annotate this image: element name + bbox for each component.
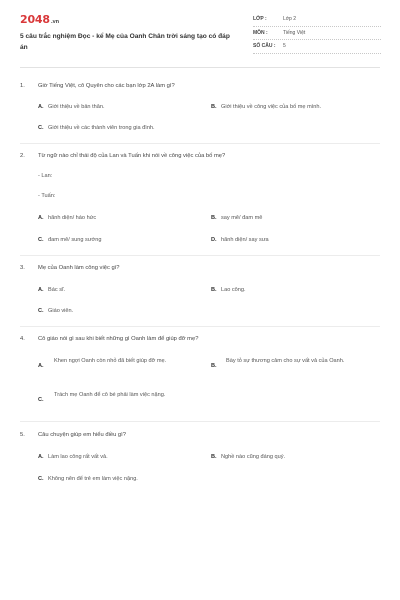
option-text: Bày tỏ sự thương cảm cho sự vất vả của Oanh. — [226, 358, 345, 364]
question-number: 5. — [20, 432, 25, 438]
option-letter: A. — [38, 363, 44, 369]
question-divider — [20, 255, 380, 256]
option-letter: A. — [38, 215, 44, 221]
option-letter: B. — [211, 287, 217, 293]
option-text: Không nên để trẻ em làm việc nặng. — [48, 476, 138, 482]
option-text: Giới thiệu về các thành viên trong gia đình. — [48, 125, 155, 131]
option-text: Khen ngợi Oanh còn nhỏ đã biết giúp đỡ mẹ. — [54, 358, 167, 364]
meta-table — [253, 13, 381, 54]
option-letter: B. — [211, 215, 217, 221]
option-letter: B. — [211, 454, 217, 460]
meta-value: 5 — [283, 43, 286, 49]
option-text: Giáo viên. — [48, 308, 74, 314]
option-letter: A. — [38, 454, 44, 460]
question-divider — [20, 326, 380, 327]
question-number: 4. — [20, 336, 25, 342]
option-text: Lao công. — [221, 287, 246, 293]
question-number: 3. — [20, 265, 25, 271]
question-number: 2. — [20, 153, 25, 159]
question-divider — [20, 143, 380, 144]
option-letter: A. — [38, 287, 44, 293]
option-text: Giới thiệu về công việc của bố mẹ mình. — [221, 104, 322, 110]
option-letter: C. — [38, 308, 44, 314]
question-text: Giờ Tiếng Việt, cô Quyên cho các bạn lớp 2A làm gì? — [38, 83, 175, 89]
option-text: Làm lao công rất vất vả. — [48, 454, 108, 460]
meta-row-class — [253, 13, 381, 27]
option-letter: B. — [211, 104, 217, 110]
option-letter: C. — [38, 397, 44, 403]
meta-value: Tiếng Việt — [283, 29, 306, 36]
page-title: 5 câu trắc nghiệm Đọc - kể Mẹ của Oanh Chân trời sáng tạo có đáp án — [20, 33, 230, 51]
meta-row-count — [253, 40, 381, 54]
option-text: hãnh diện/ say sưa — [221, 237, 269, 243]
question-divider — [20, 421, 380, 422]
option-text: Bác sĩ. — [48, 287, 66, 293]
option-text: say mê/ đam mê — [221, 215, 263, 221]
meta-key: MÔN : — [253, 29, 268, 36]
question-text: Mẹ của Oanh làm công việc gì? — [38, 265, 120, 271]
answer-line-lan: - Lan: — [38, 173, 53, 179]
question-number: 1. — [20, 83, 25, 89]
option-text: Trách mẹ Oanh để cô bé phải làm việc nặng. — [54, 392, 166, 398]
meta-value: Lớp 2 — [283, 16, 297, 22]
option-text: hãnh diện/ háo hức — [48, 215, 97, 221]
meta-key: LỚP : — [253, 16, 267, 22]
option-text: Giới thiệu về bản thân. — [48, 104, 105, 110]
option-letter: D. — [211, 237, 217, 243]
header-divider — [20, 67, 380, 68]
option-letter: A. — [38, 104, 44, 110]
question-text: Cô giáo nói gì sau khi biết những gì Oanh làm để giúp đỡ mẹ? — [38, 336, 199, 342]
logo-text: 2048 — [20, 13, 50, 26]
question-text: Câu chuyện giúp em hiểu điều gì? — [38, 432, 126, 438]
option-letter: C. — [38, 237, 44, 243]
logo-suffix: .vn — [50, 19, 59, 25]
question-text: Từ ngữ nào chỉ thái độ của Lan và Tuấn khi nói về công việc của bố mẹ? — [38, 153, 226, 159]
option-text: Nghề nào cũng đáng quý. — [221, 454, 286, 460]
meta-row-subject — [253, 27, 381, 41]
option-letter: C. — [38, 476, 44, 482]
meta-key: SỐ CÂU : — [253, 43, 276, 49]
site-logo[interactable] — [20, 13, 59, 26]
answer-line-tuan: - Tuấn: — [38, 193, 56, 199]
option-letter: C. — [38, 125, 44, 131]
option-text: đam mê/ sung sướng — [48, 237, 102, 243]
option-letter: B. — [211, 363, 217, 369]
